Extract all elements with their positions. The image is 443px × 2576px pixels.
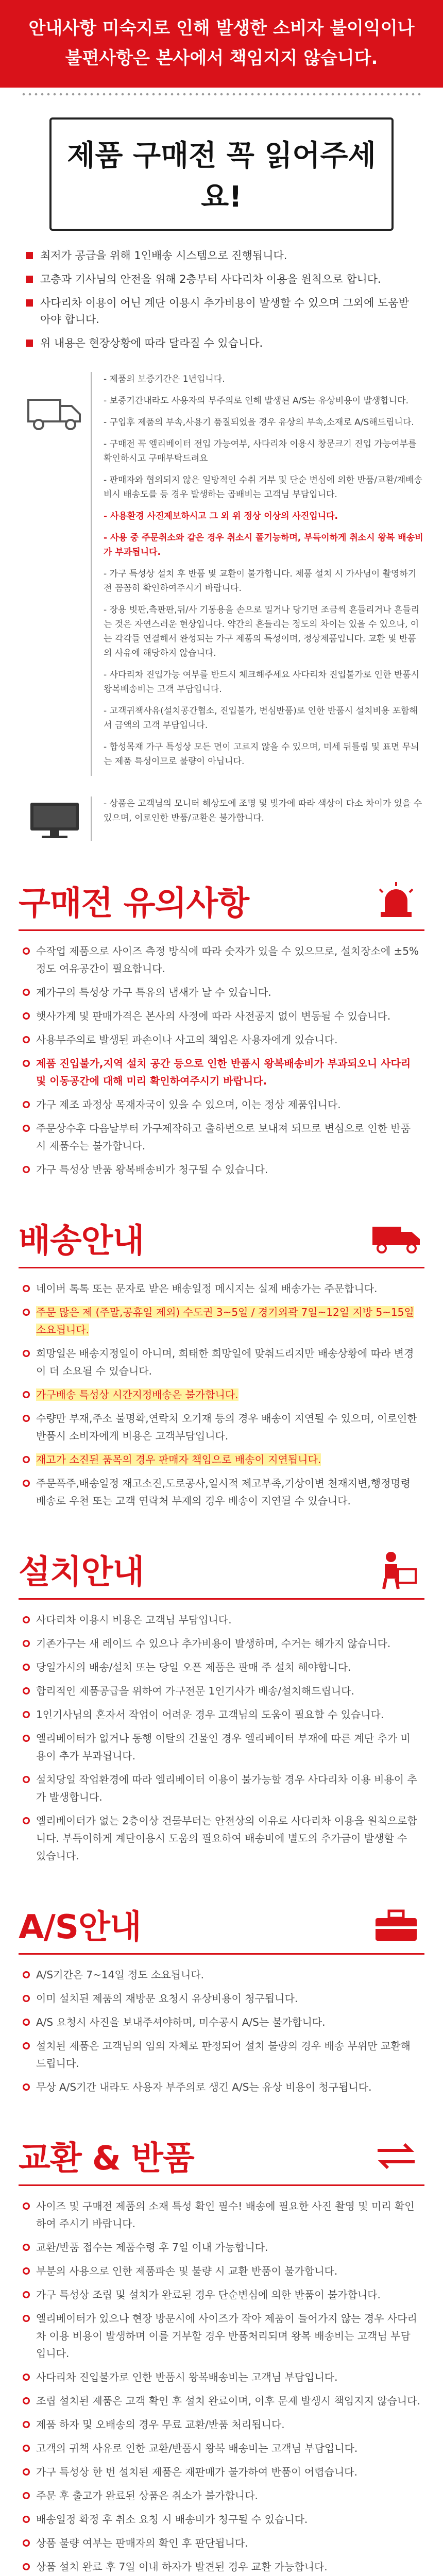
detail-text: - 보증기간내라도 사용자의 부주의로 인해 발생된 A/S는 유상비용이 발생합니다. [104,396,408,406]
list-item: 사이즈 및 구매전 제품의 소재 특성 확인 필수! 배송에 필요한 사진 촬영 및 미리 확인하여 주시기 바랍니다. [23,2197,420,2232]
list-item: 수작업 제품으로 사이즈 측정 방식에 따라 숫자가 있을 수 있으므로, 설치장소에 ±5%정도 여유공간이 필요합니다. [23,942,420,977]
monitor-icon [19,796,91,841]
list-item [23,1451,420,1468]
detail-text: - 제품의 보증기간은 1년입니다. [104,374,225,384]
highlight-text: 가구배송 특성상 시간지정배송은 불가합니다. [36,1388,238,1401]
section-title: 설치안내 [19,1553,144,1591]
notice-line: 안내사항 미숙지로 인해 발생한 소비자 불이익이나 [28,18,415,39]
list-item: 주문폭주,배송일정 재고소진,도로공사,일시적 제고부족,기상이변 천재지변,행정명령 배송로 우천 또는 고객 연락처 부재의 경우 배송이 지연될 수 있습니다. [23,1475,420,1510]
detail-text: - 장용 빗판,측판판,뒤/사 기동용을 손으로 밀거나 당기면 조금씩 흔들리거나 흔들리는 것은 자연스러운 현상입니다. 약간의 흔들리는 정도의 차이는 있을 수 있으나, 이는 각각들 연결해서 완성되는 가구 제품의 특성이며, 정상제품입니다. 교환 및 반품의 사유에 해당하지 않습니다. [104,605,420,658]
detail-block-monitor [19,796,424,841]
list-item: 1인기사님의 혼자서 작업이 어려운 경우 고객님의 도움이 필요할 수 있습니다. [23,1706,420,1723]
detail-text-warning: - 사용환경 사진제보하시고 그 외 위 정상 이상의 사진입니다. [104,511,338,521]
list-item: 설치당일 작업환경에 따라 엘리베이터 이용이 불가능할 경우 사다리차 이용 비용이 추가 발생합니다. [23,1771,420,1806]
list-item: A/S 요청시 사진을 보내주셔야하며, 미수공시 A/S는 불가합니다. [23,2013,420,2031]
siren-icon [368,877,424,924]
detail-block-warranty [19,372,424,776]
list-item: 무상 A/S기간 내라도 사용자 부주의로 생긴 A/S는 유상 비용이 청구됩니다. [23,2078,420,2096]
section-list [23,1280,420,1510]
list-item [23,1386,420,1403]
exchange-icon [368,2132,424,2179]
section-header [19,1214,424,1268]
section-title: 배송안내 [19,1222,144,1260]
list-item: 사다리차 진입불가로 인한 반품시 왕복배송비는 고객님 부담입니다. [23,2368,420,2386]
section-returns [19,2132,424,2576]
detail-text: - 상품은 고객님의 모니터 해상도에 조명 및 빛가에 따라 색상이 다소 차이가 있을 수 있으며, 이로인한 반품/교환은 불가합니다. [104,799,422,823]
dotted-divider [21,88,422,101]
list-item: 가구 제조 과정상 목재자국이 있을 수 있으며, 이는 정상 제품입니다. [23,1096,420,1113]
list-item: 수량만 부재,주소 불명확,연락처 오기재 등의 경우 배송이 지연될 수 있으며, 이로인한 반품시 소비자에게 비용은 고객부담입니다. [23,1410,420,1445]
highlight-text: 재고가 소진된 품목의 경우 판매자 책임으로 배송이 지연됩니다. [36,1453,321,1466]
section-list [23,942,420,1178]
list-item: 햇사가계 및 판매가격은 본사의 사정에 따라 사전공지 없이 변동될 수 있습니다. [23,1007,420,1025]
mustread-item: 사다리차 이용이 어닌 계단 이용시 추가비용이 발생할 수 있으며 그외에 도움받아야 합니다. [26,295,417,328]
section-list [23,1611,420,1865]
list-item: 가구 특성상 한 번 설치된 제품은 재판매가 불가하여 반품이 어렵습니다. [23,2463,420,2481]
list-item: 설치된 제품은 고객님의 임의 자체로 판정되어 설치 불량의 경우 배송 부위만 교환해드립니다. [23,2037,420,2072]
list-item: 배송일정 확정 후 취소 요청 시 배송비가 청구될 수 있습니다. [23,2511,420,2528]
detail-body [91,796,424,841]
detail-text: - 고객귀책사유(설치공간협소, 진입불가, 변심반품)로 인한 반품시 설치비용 포함해서 금액의 고객 부담입니다. [104,706,418,731]
truck-icon [19,372,91,776]
worker-icon [368,1546,424,1592]
section-list [23,1966,420,2096]
highlight-text: 주문 많은 제 (주말,공휴일 제외) 수도권 3~5일 / 경기외곽 7일~12일 지방 5~15일 소요됩니다. [36,1306,414,1336]
list-item: 사용부주의로 발생된 파손이나 사고의 책임은 사용자에게 있습니다. [23,1031,420,1048]
section-title: A/S안내 [19,1908,141,1946]
detail-body [91,372,424,776]
section-list [23,2197,420,2576]
notice-banner [0,0,443,88]
list-item: 엘리베이터가 있으나 현장 방문시에 사이즈가 작아 제품이 들어가지 않는 경우 사다리차 이용 비용이 발생하며 이를 거부할 경우 반품처리되며 왕복 배송비는 고객님 부담입니다. [23,2310,420,2362]
list-item: 합리적인 제품공급을 위하여 가구전문 1인기사가 배송/설치해드립니다. [23,1682,420,1700]
list-item: 희망일은 배송지정일이 아니며, 희태한 희망일에 맞춰드리지만 배송상황에 따라 변경이 더 소요될 수 있습니다. [23,1345,420,1380]
list-item: 당일가시의 배송/설치 또는 당일 오픈 제품은 판매 주 설치 해야합니다. [23,1658,420,1676]
detail-text: - 합성목재 가구 특성상 모든 면이 고르지 않을 수 있으며, 미세 뒤틀림 및 표면 무늬는 제품 특성이므로 불량이 아닙니다. [104,742,419,767]
section-header [19,1901,424,1955]
section-installation [19,1546,424,1865]
section-as [19,1901,424,2096]
delivery-truck-icon [368,1215,424,1261]
list-item: 주문 후 출고가 완료된 상품은 취소가 불가합니다. [23,2487,420,2504]
detail-text: - 가구 특성상 설치 후 반품 및 교환이 불가합니다. 제품 설치 시 가사님이 촬영하기 전 꼼꼼히 확인하여주시기 바랍니다. [104,569,417,594]
list-item [23,1303,420,1338]
mustread-title: 제품 구매전 꼭 읽어주세요! [49,117,394,231]
notice-line: 불편사항은 본사에서 책임지지 않습니다. [65,48,378,69]
list-item: 네이버 톡톡 또는 문자로 받은 배송일정 메시지는 실제 배송가는 주문합니다. [23,1280,420,1297]
section-title: 교환 & 반품 [19,2140,194,2178]
list-item: 기존가구는 새 레이드 수 있으나 추가비용이 발생하며, 수거는 해가지 않습니다. [23,1635,420,1652]
mustread-item: 고층과 기사님의 안전을 위해 2층부터 사다리차 이용을 원칙으로 합니다. [26,271,417,287]
list-item: 사다리차 이용시 비용은 고객님 부담입니다. [23,1611,420,1629]
detail-text-warning: - 사용 중 주문취소와 같은 경우 취소시 폴기능하며, 부득이하게 취소시 왕복 배송비가 부과됩니다. [104,533,423,557]
section-precautions [19,877,424,1178]
mustread-item: 위 내용은 현장상황에 따라 달라질 수 있습니다. [26,335,417,351]
section-header [19,877,424,931]
section-delivery [19,1214,424,1510]
section-header [19,1546,424,1600]
section-title: 구매전 유의사항 [19,885,249,923]
list-item: 주문상수후 다음날부터 가구제작하고 출하번으로 보내져 되므로 변심으로 인한 반품시 제품수는 불가합니다. [23,1120,420,1155]
mustread-list [26,247,417,351]
list-item: 상품 불량 여부는 판매자의 확인 후 판단됩니다. [23,2534,420,2552]
list-item: A/S기간은 7~14일 정도 소요됩니다. [23,1966,420,1984]
list-item: 고객의 귀책 사유로 인한 교환/반품시 왕복 배송비는 고객님 부담입니다. [23,2439,420,2457]
mustread-item: 최저가 공급을 위해 1인배송 시스템으로 진행됩니다. [26,247,417,264]
list-item: 제가구의 특성상 가구 특유의 냄새가 날 수 있습니다. [23,984,420,1001]
list-item: 가구 특성상 조립 및 설치가 완료된 경우 단순변심에 의한 반품이 불가합니다. [23,2286,420,2303]
list-item: 엘리베이터가 없거나 동행 이탈의 건물인 경우 엘리베이터 부재에 따른 계단 추가 비용이 추가 부과됩니다. [23,1730,420,1765]
list-item: 제품 하자 및 오배송의 경우 무료 교환/반품 처리됩니다. [23,2416,420,2433]
toolbox-icon [368,1901,424,1947]
list-item: 상품 설치 완료 후 7일 이내 하자가 발견된 경우 교환 가능합니다. [23,2558,420,2575]
list-item: 조립 설치된 제품은 고객 확인 후 설치 완료이며, 이후 문제 발생시 책임지지 않습니다. [23,2392,420,2410]
detail-text: - 사다리차 진입가능 여부를 반드시 체크해주세요 사다리차 진입불가로 인한 반품시 왕복배송비는 고객 부담입니다. [104,670,420,694]
detail-text: - 구매전 꼭 엘리베이터 전입 가능여부, 사다리차 이용시 창문크기 진입 가능여부를 확인하시고 구매부탁드려요 [104,439,417,464]
list-item: 부분의 사용으로 인한 제품파손 및 불량 시 교환 반품이 불가합니다. [23,2262,420,2280]
list-item: 교환/반품 접수는 제품수령 후 7일 이내 가능합니다. [23,2239,420,2256]
list-item: 가구 특성상 반품 왕복배송비가 청구될 수 있습니다. [23,1161,420,1178]
detail-text: - 구입후 제품의 부속,사용기 품질되었을 경우 유상의 부속,소재로 A/S해드립니다. [104,417,414,428]
list-item: 이미 설치된 제품의 재방문 요청시 유상비용이 청구됩니다. [23,1990,420,2007]
list-item: 엘리베이터가 없는 2층이상 건물부터는 안전상의 이유로 사다리차 이용을 원칙으로합니다. 부득이하게 계단이용시 도움의 필요하여 배송비에 별도의 추가금이 발생할 수 있습니다. [23,1812,420,1865]
section-header [19,2132,424,2186]
detail-text: - 판매자와 협의되지 않은 일방적인 수취 거부 및 단순 변심에 의한 반품/교환/재배송 비시 배송도를 등 경우 발생하는 곱배비는 고객님 부담입니다. [104,475,422,500]
list-item-warning: 제품 진입불가,지역 설치 공간 등으로 인한 반품시 왕복배송비가 부과되오니 사다리 및 이동공간에 대해 미리 확인하여주시기 바랍니다. [23,1055,420,1090]
